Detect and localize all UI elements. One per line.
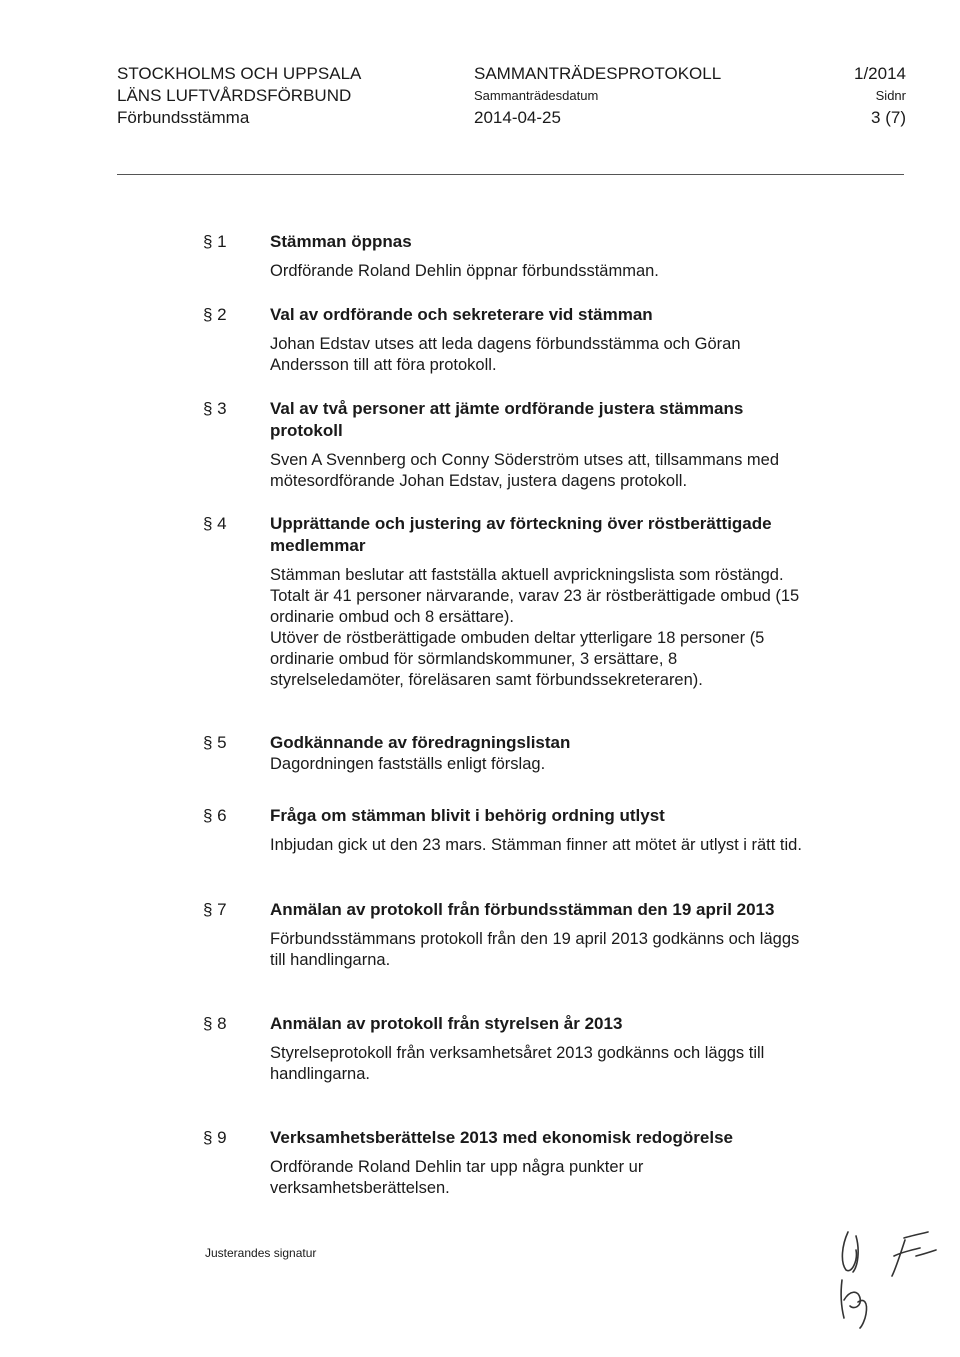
section-number: § 2 bbox=[203, 305, 227, 324]
page-label: Sidnr bbox=[875, 88, 906, 103]
section-paragraph: Johan Edstav utses att leda dagens förbundsstämma och Göran Andersson till att föra protokoll. bbox=[270, 335, 741, 374]
section-paragraph: Ordförande Roland Dehlin öppnar förbundsstämman. bbox=[270, 262, 659, 280]
page-number: 3 (7) bbox=[871, 108, 906, 127]
document-number: 1/2014 bbox=[854, 64, 906, 83]
initials-stroke bbox=[842, 1232, 856, 1271]
section-paragraph: Utöver de röstberättigade ombuden deltar ytterligare 18 personer (5 ordinarie ombud för sörmlandskommuner, 3 ersättare, 8 styrelseledamöter, föreläsaren samt förbundssekreteraren). bbox=[270, 629, 765, 689]
section-number: § 6 bbox=[203, 806, 227, 825]
meeting-date: 2014-04-25 bbox=[474, 108, 561, 127]
section-heading: Godkännande av föredragningslistan bbox=[270, 733, 571, 752]
header-organization bbox=[117, 63, 361, 129]
org-name-line-2: LÄNS LUFTVÅRDSFÖRBUND bbox=[117, 86, 352, 105]
document-type: SAMMANTRÄDESPROTOKOLL bbox=[474, 64, 722, 83]
date-label: Sammanträdesdatum bbox=[474, 88, 599, 103]
section-paragraph: Totalt är 41 personer närvarande, varav 23 är röstberättigade ombud (15 ordinarie ombud och 8 ersättare). bbox=[270, 587, 800, 626]
initials-stroke bbox=[892, 1232, 936, 1276]
signature-label: Justerandes signatur bbox=[205, 1246, 317, 1260]
section-number: § 8 bbox=[203, 1014, 227, 1033]
org-body: Förbundsstämma bbox=[117, 108, 250, 127]
header-divider bbox=[117, 174, 904, 175]
section-heading: Val av ordförande och sekreterare vid stämman bbox=[270, 305, 653, 324]
section-paragraph: Förbundsstämmans protokoll från den 19 april 2013 godkänns och läggs till handlingarna. bbox=[270, 930, 800, 969]
header-page-info bbox=[854, 63, 906, 129]
section-number: § 9 bbox=[203, 1128, 227, 1147]
section-paragraph: Sven A Svennberg och Conny Söderström utses att, tillsammans med mötesordförande Johan Edstav, justera dagens protokoll. bbox=[270, 451, 780, 490]
header-document-info bbox=[474, 63, 721, 129]
section-heading: Verksamhetsberättelse 2013 med ekonomisk redogörelse bbox=[270, 1128, 734, 1147]
section-heading: Anmälan av protokoll från förbundsstämman den 19 april 2013 bbox=[270, 900, 775, 919]
section-number: § 5 bbox=[203, 733, 227, 752]
section-number: § 3 bbox=[203, 399, 227, 418]
section-paragraph: Ordförande Roland Dehlin tar upp några punkter ur verksamhetsberättelsen. bbox=[270, 1158, 644, 1197]
section-heading: Stämman öppnas bbox=[270, 232, 412, 251]
section-heading: Upprättande och justering av förteckning över röstberättigade medlemmar bbox=[270, 514, 772, 555]
org-name-line-1: STOCKHOLMS OCH UPPSALA bbox=[117, 64, 362, 83]
section-heading: Val av två personer att jämte ordförande justera stämmans protokoll bbox=[270, 399, 744, 440]
section-paragraph: Dagordningen fastställs enligt förslag. bbox=[270, 755, 546, 773]
section-number: § 4 bbox=[203, 514, 227, 533]
section-paragraph: Inbjudan gick ut den 23 mars. Stämman finner att mötet är utlyst i rätt tid. bbox=[270, 836, 802, 854]
section-paragraph: Styrelseprotokoll från verksamhetsåret 2013 godkänns och läggs till handlingarna. bbox=[270, 1044, 765, 1083]
section-heading: Anmälan av protokoll från styrelsen år 2013 bbox=[270, 1014, 623, 1033]
section-heading: Fråga om stämman blivit i behörig ordning utlyst bbox=[270, 806, 665, 825]
section-number: § 1 bbox=[203, 232, 227, 251]
section-number: § 7 bbox=[203, 900, 227, 919]
handwritten-initials bbox=[820, 1210, 950, 1330]
initials-stroke bbox=[841, 1280, 866, 1328]
section-paragraph: Stämman beslutar att fastställa aktuell avprickningslista som röstängd. bbox=[270, 566, 784, 584]
